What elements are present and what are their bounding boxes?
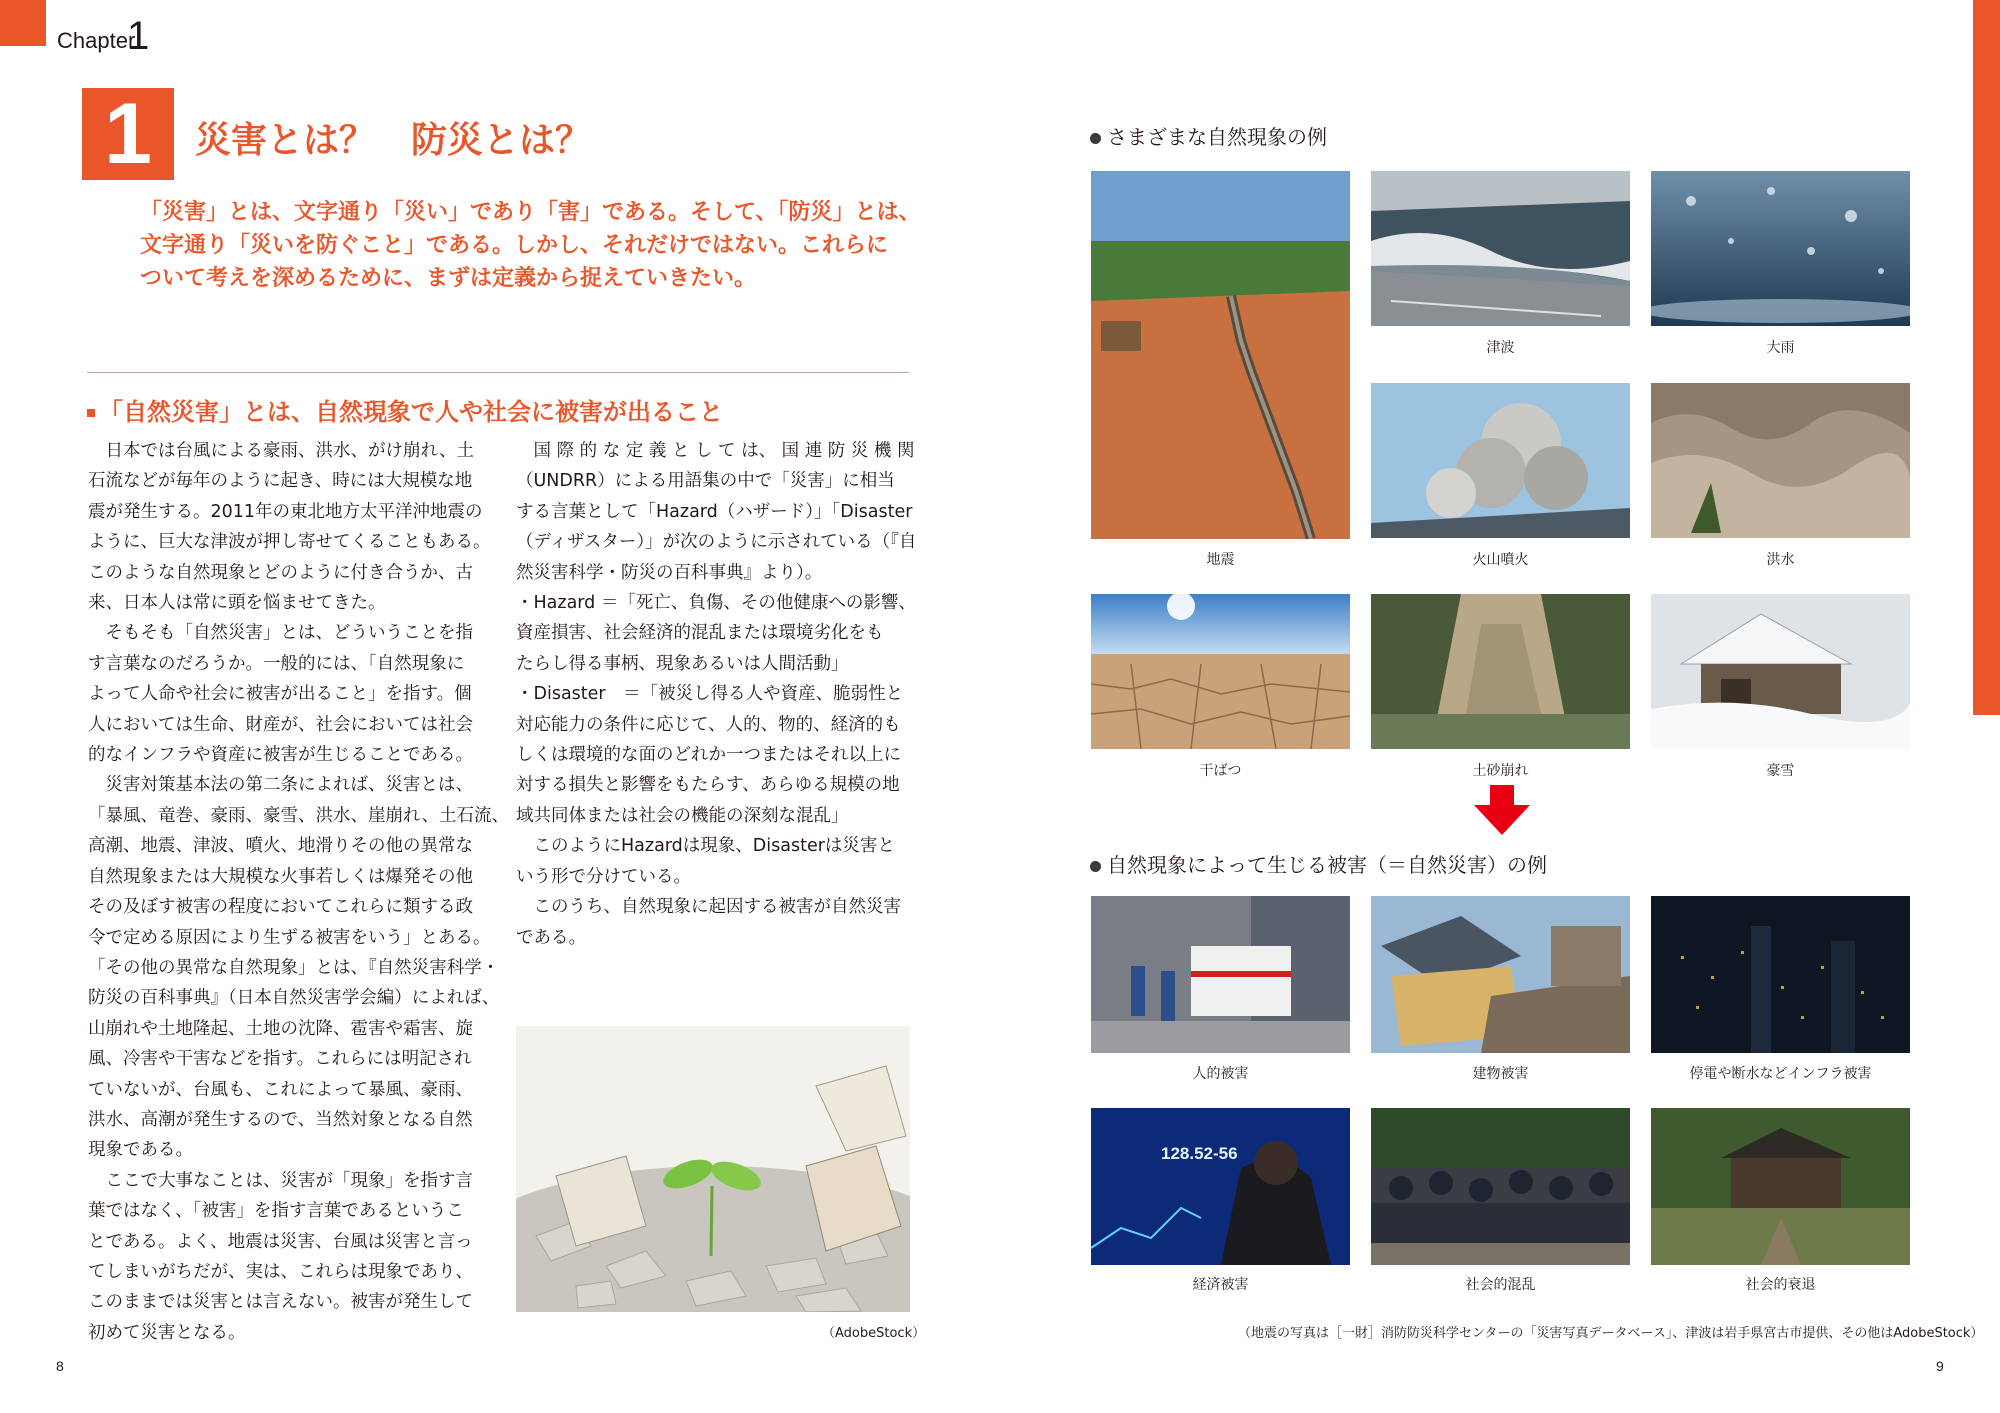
chapter-side-tab <box>1973 0 2000 715</box>
body-text-line: 自然現象または大規模な火事若しくは爆発その他 <box>88 866 473 887</box>
body-text-line: 的なインフラや資産に被害が生じることである。 <box>88 745 473 766</box>
body-text-line: （ディザスター）」が次のように示されている（『自 <box>516 532 917 553</box>
body-text-line: いう形で分けている。 <box>516 866 691 887</box>
body-text-line: ていないが、台風も、これによって暴風、豪雨、 <box>88 1079 473 1100</box>
body-text-line: このうち、自然現象に起因する被害が自然災害 <box>516 897 901 918</box>
body-text-line: このようにHazardは現象、Disasterは災害と <box>516 836 895 857</box>
photo-credit-right: （地震の写真は［一財］消防防災科学センターの「災害写真データベース」、津波は岩手県宮古市提供、その他はAdobeStock） <box>1238 1326 1984 1341</box>
lead-line: 文字通り「災いを防ぐこと」である。しかし、それだけではない。これらに <box>140 233 889 258</box>
chapter-color-bar <box>0 0 46 46</box>
body-text-line: そもそも「自然災害」とは、どういうことを指 <box>88 623 473 644</box>
photo-economic-damage <box>1091 1108 1350 1265</box>
body-text-line: 資産損害、社会経済的混乱または環境劣化をも <box>516 623 884 644</box>
photo-tsunami <box>1371 171 1630 326</box>
body-text-line: 石流などが毎年のように起き、時には大規模な地 <box>88 471 473 492</box>
caption-volcano: 火山噴火 <box>1472 552 1529 568</box>
lead-line: ついて考えを深めるために、まずは定義から捉えていきたい。 <box>140 266 757 291</box>
caption-human-damage: 人的被害 <box>1192 1066 1249 1082</box>
bullet-dot-icon <box>1090 133 1101 144</box>
body-text-line: 葉ではなく、「被害」を指す言葉であるというこ <box>88 1201 464 1222</box>
section-number-badge: 1 <box>82 88 174 180</box>
section-heading-text: 「自然災害」とは、自然現象で人や社会に被害が出ること <box>99 398 723 426</box>
photo-human-damage <box>1091 896 1350 1053</box>
page-number-right: 9 <box>1936 1358 1944 1374</box>
down-arrow-icon <box>1474 785 1530 835</box>
photo-landslide <box>1371 594 1630 749</box>
damages-heading <box>1090 849 1547 878</box>
body-text-line: 防災の百科事典』（日本自然災害学会編）によれば、 <box>88 988 500 1009</box>
body-text-line: ・Hazard ＝「死亡、負傷、その他健康への影響、 <box>516 593 916 614</box>
body-text-line: 「暴風、竜巻、豪雨、豪雪、洪水、崖崩れ、土石流、 <box>88 805 510 826</box>
photo-building-damage <box>1371 896 1630 1053</box>
body-text-line: 日本では台風による豪雨、洪水、がけ崩れ、土 <box>88 441 475 461</box>
caption-landslide: 土砂崩れ <box>1472 763 1529 779</box>
photo-credit: （AdobeStock） <box>822 1326 926 1341</box>
body-text-line: このままでは災害とは言えない。被害が発生して <box>88 1292 473 1313</box>
section-heading <box>87 392 723 427</box>
photo-earthquake <box>1091 171 1350 539</box>
body-text-line: する言葉として「Hazard（ハザード）」「Disaster <box>516 501 913 522</box>
caption-tsunami: 津波 <box>1486 340 1515 356</box>
sprout-in-rubble-photo <box>516 1026 910 1312</box>
body-text-line: ように、巨大な津波が押し寄せてくることもある。 <box>88 532 491 553</box>
body-column-right <box>516 436 921 953</box>
page-title: 災害とは？ 防災とは？ <box>195 120 592 161</box>
body-text-line: その及ぼす被害の程度においてこれらに類する政 <box>88 897 473 918</box>
caption-economic-damage: 経済被害 <box>1192 1277 1249 1293</box>
body-text-line: 域共同体または社会の機能の深刻な混乱」 <box>516 805 849 826</box>
body-text-line: 初めて災害となる。 <box>88 1322 246 1343</box>
body-text-line: 洪水、高潮が発生するので、当然対象となる自然 <box>88 1109 473 1130</box>
photo-heavy-snow <box>1651 594 1910 749</box>
body-column-left <box>88 436 510 1348</box>
lead-paragraph <box>140 196 921 295</box>
square-bullet-icon <box>87 409 95 417</box>
body-text-line: ・Disaster ＝「被災し得る人や資産、脆弱性と <box>516 684 904 705</box>
lead-line: 「災害」とは、文字通り「災い」であり「害」である。そして、「防災」とは、 <box>140 200 921 225</box>
body-text-line: 対する損失と影響をもたらす、あらゆる規模の地 <box>516 775 900 796</box>
body-text-line: とである。よく、地震は災害、台風は災害と言っ <box>88 1231 473 1252</box>
body-text-line: たらし得る事柄、現象あるいは人間活動」 <box>516 653 849 674</box>
body-text-line: 災害対策基本法の第二条によれば、災害とは、 <box>88 775 473 796</box>
body-text-line: 令で定める原因により生ずる被害をいう」とある。 <box>88 927 491 948</box>
caption-social-decline: 社会的衰退 <box>1745 1277 1816 1293</box>
photo-drought <box>1091 594 1350 749</box>
body-text-line: このような自然現象とどのように付き合うか、古 <box>88 562 473 583</box>
body-text-line: ここで大事なことは、災害が「現象」を指す言 <box>88 1170 473 1191</box>
body-text-line: 国 際 的 な 定 義 と し て は、 国 連 防 災 機 関 <box>516 441 915 461</box>
stock-screen-text: 128.52-56 <box>1161 1144 1238 1163</box>
body-text-line: てしまいがちだが、実は、これらは現象であり、 <box>88 1261 473 1282</box>
damages-heading-text: 自然現象によって生じる被害（＝自然災害）の例 <box>1107 853 1547 877</box>
body-text-line: 高潮、地震、津波、噴火、地滑りその他の異常な <box>88 836 473 857</box>
body-text-line: （UNDRR）による用語集の中で「災害」に相当 <box>516 471 895 492</box>
caption-heavy-rain: 大雨 <box>1766 340 1795 356</box>
caption-heavy-snow: 豪雪 <box>1766 763 1795 779</box>
body-text-line: 風、冷害や干害などを指す。これらには明記され <box>88 1049 472 1070</box>
photo-social-decline <box>1651 1108 1910 1265</box>
caption-social-disorder: 社会的混乱 <box>1465 1277 1536 1293</box>
chapter-label: Chapter <box>57 28 136 53</box>
photo-heavy-rain <box>1651 171 1910 326</box>
body-text-line: 人においては生命、財産が、社会においては社会 <box>88 714 473 735</box>
caption-drought: 干ばつ <box>1199 763 1242 779</box>
chapter-number: 1 <box>127 14 150 58</box>
caption-earthquake: 地震 <box>1206 552 1235 568</box>
section-divider <box>87 372 909 373</box>
photo-flood <box>1651 383 1910 538</box>
page-number-left: 8 <box>56 1358 64 1374</box>
phenomena-heading-text: さまざまな自然現象の例 <box>1107 125 1327 149</box>
body-text-line: 山崩れや土地隆起、土地の沈降、雹害や霜害、旋 <box>88 1018 473 1039</box>
bullet-dot-icon <box>1090 861 1101 872</box>
body-text-line: 来、日本人は常に頭を悩ませてきた。 <box>88 593 386 614</box>
photo-infrastructure-damage <box>1651 896 1910 1053</box>
caption-building-damage: 建物被害 <box>1472 1066 1529 1082</box>
body-text-line: 現象である。 <box>88 1140 193 1161</box>
body-text-line: す言葉なのだろうか。一般的には、「自然現象に <box>88 653 465 674</box>
caption-infrastructure-damage: 停電や断水などインフラ被害 <box>1689 1066 1872 1082</box>
body-text-line: 「その他の異常な自然現象」とは、『自然災害科学・ <box>88 957 500 978</box>
body-text-line: である。 <box>516 927 586 948</box>
body-text-line: 震が発生する。2011年の東北地方太平洋沖地震の <box>88 501 483 522</box>
body-text-line: しくは環境的な面のどれか一つまたはそれ以上に <box>516 745 901 766</box>
photo-social-disorder <box>1371 1108 1630 1265</box>
caption-flood: 洪水 <box>1766 552 1795 568</box>
phenomena-heading <box>1090 121 1327 150</box>
body-text-line: 然災害科学・防災の百科事典』より）。 <box>516 562 823 583</box>
photo-volcano <box>1371 383 1630 538</box>
body-text-line: よって人命や社会に被害が出ること」を指す。個 <box>88 684 472 705</box>
body-text-line: 対応能力の条件に応じて、人的、物的、経済的も <box>516 714 901 735</box>
